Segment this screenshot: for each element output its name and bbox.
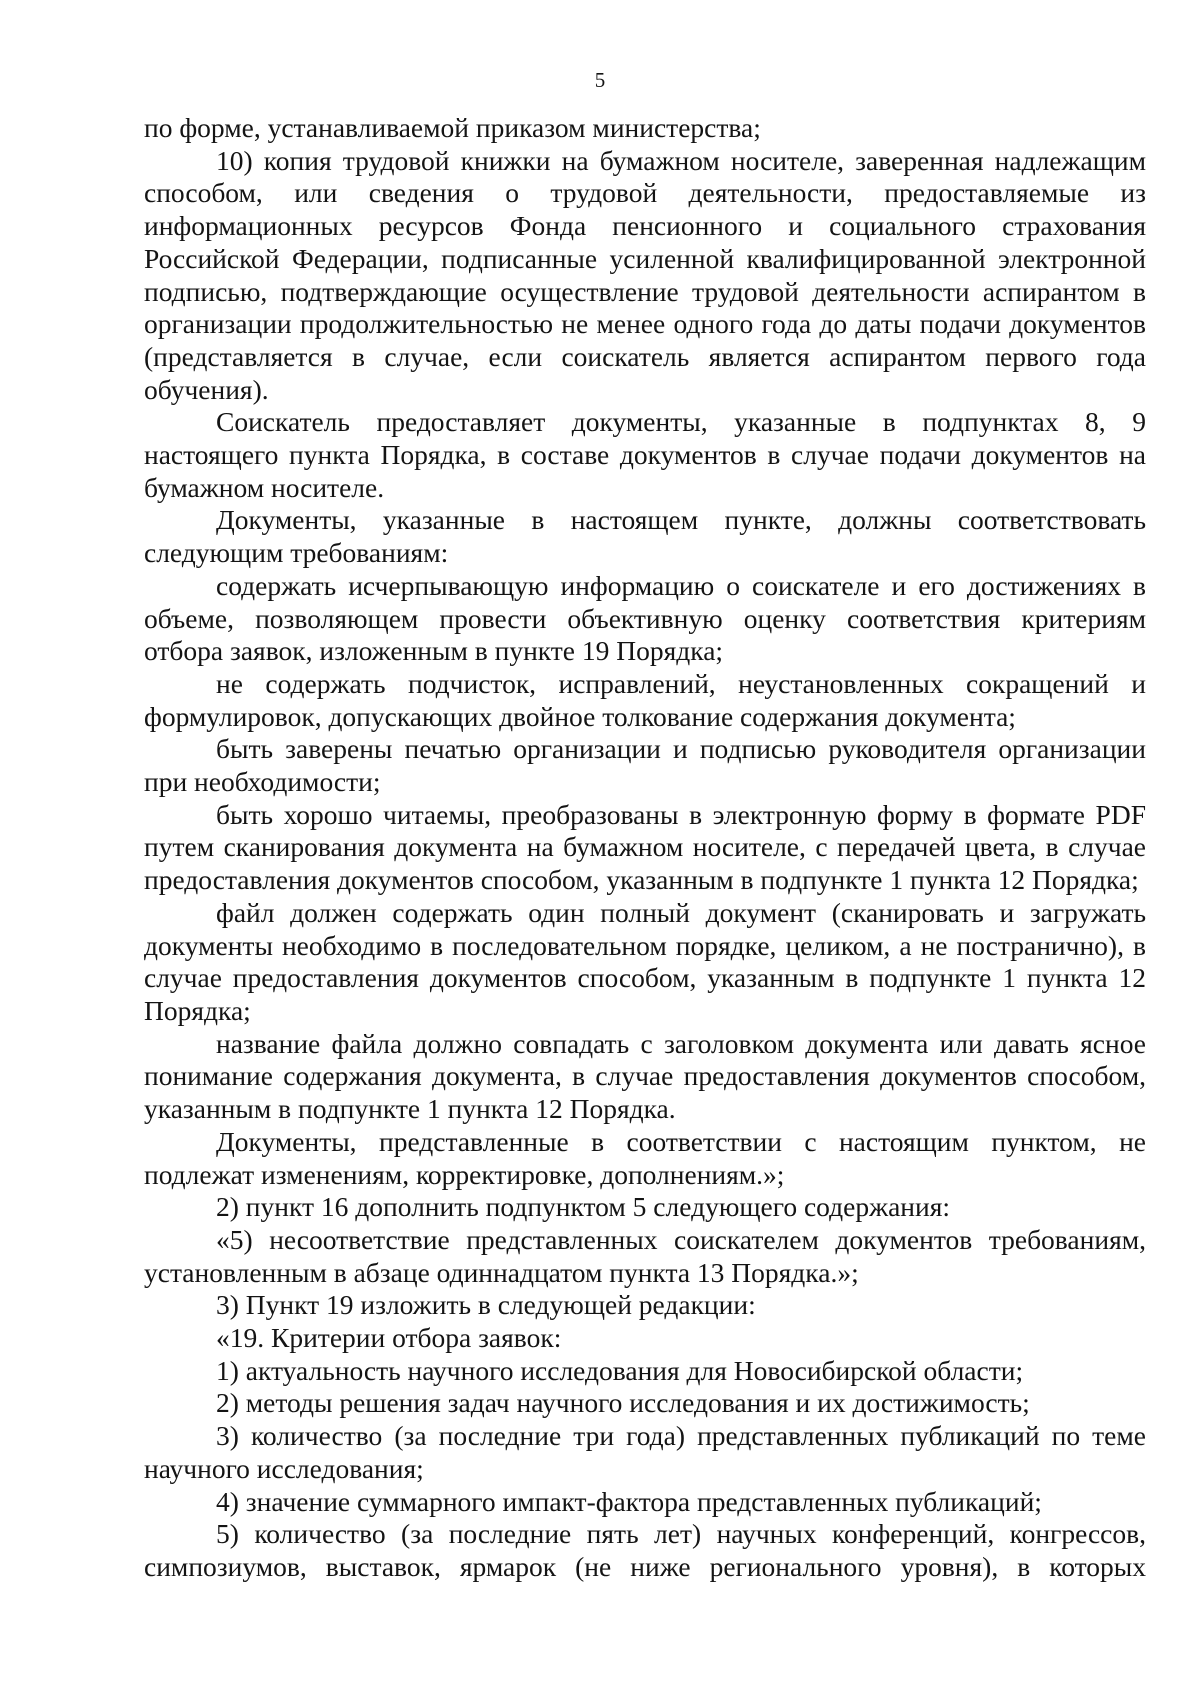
paragraph: «5) несоответствие представленных соискателем документов требованиям, установленным в абзаце одиннадцатом пункта 13 Порядка.»; (144, 1223, 1146, 1288)
paragraph: Документы, представленные в соответствии с настоящим пунктом, не подлежат изменениям, корректировке, дополнениям.»; (144, 1125, 1146, 1190)
paragraph: 2) методы решения задач научного исследования и их достижимость; (216, 1387, 1030, 1419)
paragraph: 3) Пункт 19 изложить в следующей редакции: (216, 1289, 756, 1321)
paragraph: «19. Критерии отбора заявок: (216, 1322, 562, 1354)
page-number: 5 (594, 68, 606, 92)
document-body (144, 112, 1146, 1584)
paragraph: 5) количество (за последние пять лет) научных конференций, конгрессов, симпозиумов, выставок, ярмарок (не ниже регионального уровня), в которых (144, 1518, 1146, 1582)
paragraph: 2) пункт 16 дополнить подпунктом 5 следующего содержания: (216, 1191, 951, 1223)
paragraph: содержать исчерпывающую информацию о соискателе и его достижениях в объеме, позволяющем провести объективную оценку соответствия критериям отбора заявок, изложенным в пункте 19 Порядка; (144, 569, 1146, 667)
paragraph: Соискатель предоставляет документы, указанные в подпунктах 8, 9 настоящего пункта Порядка, в составе документов в случае подачи документов на бумажном носителе. (144, 406, 1146, 503)
paragraph: не содержать подчисток, исправлений, неустановленных сокращений и формулировок, допускающих двойное толкование содержания документа; (144, 667, 1146, 732)
paragraph: по форме, устанавливаемой приказом министерства; (144, 112, 761, 143)
paragraph: файл должен содержать один полный документ (сканировать и загружать документы необходимо в последовательном порядке, целиком, а не постранично), в случае предоставления документов способом, указанным в подпункте 1 пункта 12 Порядка; (144, 896, 1146, 1026)
paragraph: быть заверены печатью организации и подписью руководителя организации при необходимости; (144, 733, 1146, 798)
paragraph: 10) копия трудовой книжки на бумажном носителе, заверенная надлежащим способом, или сведения о трудовой деятельности, предоставляемые из информационных ресурсов Фонда пенсионного и социального страхования Российской Федерации, подписанные усиленной квалифицированной электронной подписью, подтверждающие осуществление трудовой деятельности аспирантом в организации продолжительностью не менее одного года до даты подачи документов (представляется в случае, если соискатель является аспирантом первого года обучения). (144, 144, 1146, 405)
paragraph: Документы, указанные в настоящем пункте, должны соответствовать следующим требованиям: (144, 504, 1146, 569)
paragraph: 4) значение суммарного импакт-фактора представленных публикаций; (216, 1485, 1042, 1517)
paragraph: 1) актуальность научного исследования для Новосибирской области; (216, 1354, 1024, 1386)
paragraph: быть хорошо читаемы, преобразованы в электронную форму в формате PDF путем сканирования документа на бумажном носителе, с передачей цвета, в случае предоставления документов способом, указанным в подпункте 1 пункта 12 Порядка; (144, 798, 1146, 896)
paragraph: название файла должно совпадать с заголовком документа или давать ясное понимание содержания документа, в случае предоставления документов способом, указанным в подпункте 1 пункта 12 Порядка. (144, 1027, 1146, 1125)
paragraph: 3) количество (за последние три года) представленных публикаций по теме научного исследования; (144, 1420, 1146, 1484)
